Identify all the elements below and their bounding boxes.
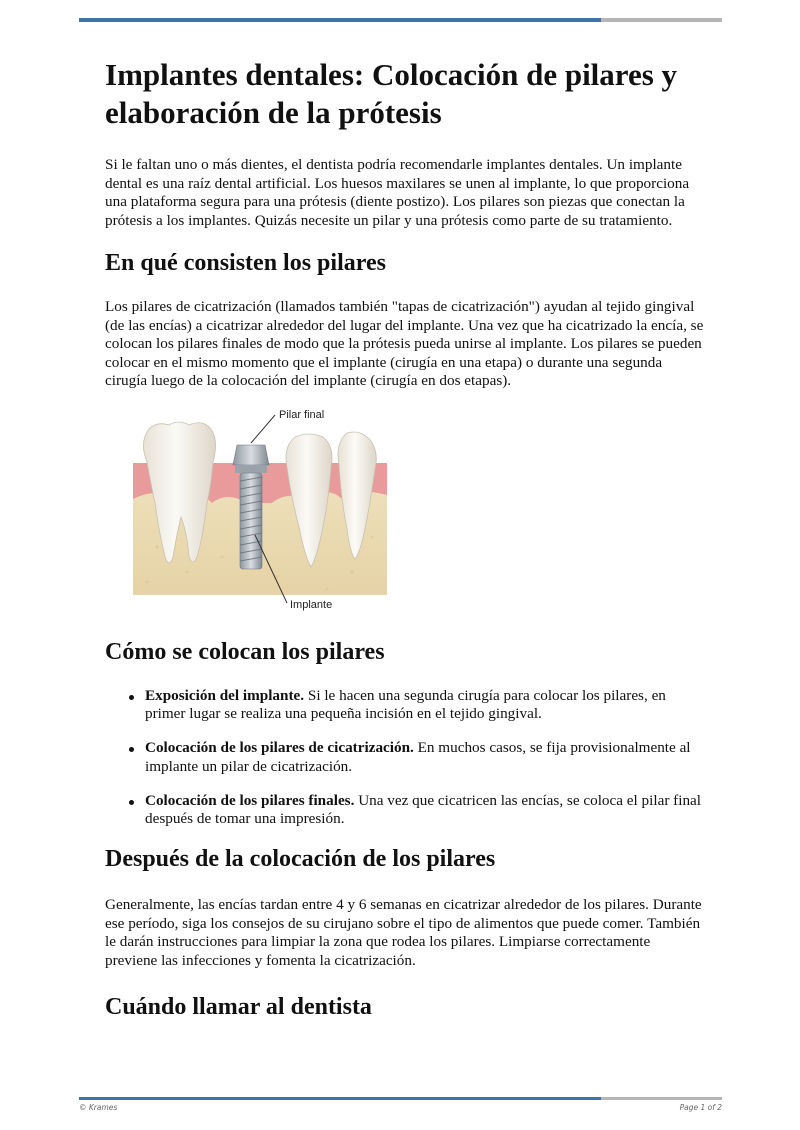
list-item-title: Exposición del implante. xyxy=(145,686,305,704)
list-item-text: En muchos casos, se fija provisionalmente al implante un pilar de cicatrización. xyxy=(145,739,691,775)
bullet-icon xyxy=(129,747,134,752)
figure-label-implant: Implante xyxy=(290,598,333,611)
placement-steps-list xyxy=(127,687,705,829)
figure-label-final-abutment: Pilar final xyxy=(279,408,325,421)
list-item xyxy=(127,739,705,776)
after-paragraph: Generalmente, las encías tardan entre 4 y 6 semanas en cicatrizar alrededor de los pilares. Durante ese período, siga los consejos de su cirujano sobre el tipo de alimentos que puede comer. También le darán instrucciones para limpiar la zona que rodea los pilares. Limpiarse correctamente previene las infecciones y fomenta la cicatrización. xyxy=(105,896,702,969)
bottom-rule xyxy=(79,1097,722,1100)
intro-paragraph: Si le faltan uno o más dientes, el dentista podría recomendarle implantes dentales. Un implante dental es una raíz dental artificial. Los huesos maxilares se unen al implante, lo que proporciona una plataforma segura para una prótesis (diente postizo). Los pilares son piezas que conectan la prótesis a los implantes. Quizás necesite un pilar y una prótesis como parte de su tratamiento. xyxy=(105,156,690,229)
footer-page-number: Page 1 of 2 xyxy=(679,1103,722,1112)
top-rule xyxy=(79,18,722,22)
bullet-icon xyxy=(129,800,134,805)
abutments-paragraph: Los pilares de cicatrización (llamados también "tapas de cicatrización") ayudan al tejido gingival (de las encías) a cicatrizar alrededor del lugar del implante. Una vez que ha cicatrizado la encía, se colocan los pilares finales de modo que la prótesis pueda unirse al implante. Los pilares se pueden colocar en el mismo momento que el implante (cirugía en una etapa) o durante una segunda cirugía luego de la colocación del implante (cirugía en dos etapas). xyxy=(105,298,704,389)
tooth-implant-image xyxy=(127,407,427,619)
section-heading-placement: Cómo se colocan los pilares xyxy=(105,638,385,665)
section-heading-when-to-call: Cuándo llamar al dentista xyxy=(105,994,372,1020)
document-body xyxy=(105,56,705,1022)
list-item xyxy=(127,792,705,829)
list-item-title: Colocación de los pilares finales. xyxy=(145,791,355,809)
section-heading-abutments: En qué consisten los pilares xyxy=(105,250,386,276)
implant-illustration xyxy=(127,407,427,619)
footer-copyright: © Krames xyxy=(79,1103,118,1112)
list-item-title: Colocación de los pilares de cicatrización. xyxy=(145,739,414,756)
section-heading-after: Después de la colocación de los pilares xyxy=(105,846,496,872)
list-item-text: Una vez que cicatricen las encías, se coloca el pilar final después de tomar una impresión. xyxy=(145,791,702,827)
list-item-text: Si le hacen una segunda cirugía para colocar los pilares, en primer lugar se realiza una pequeña incisión en el tejido gingival. xyxy=(145,686,666,722)
list-item xyxy=(127,687,705,724)
page-title: Implantes dentales: Colocación de pilares y elaboración de la prótesis xyxy=(105,57,678,130)
bullet-icon xyxy=(129,695,134,700)
